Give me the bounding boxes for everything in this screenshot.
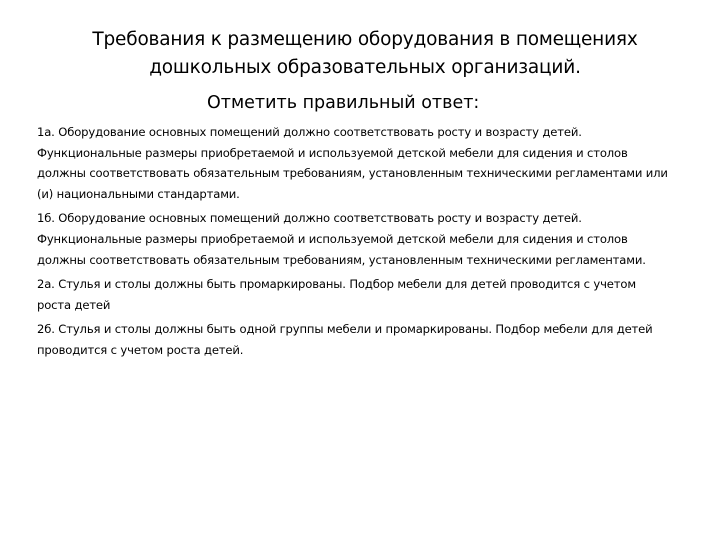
title-line-1: Требования к размещению оборудования в помещениях xyxy=(92,29,638,50)
slide-title xyxy=(40,26,690,82)
answer-option-1a: 1а. Оборудование основных помещений должно соответствовать росту и возрасту детей. Функциональные размеры приобретаемой и используемой детской мебели для сидения и столов должны соответствовать обязательным требованиям, установленным техническими регламентами или (и) национальными стандартами. xyxy=(37,125,668,201)
answer-option-2b: 2б. Стулья и столы должны быть одной группы мебели и промаркированы. Подбор мебели для детей проводится с учетом роста детей. xyxy=(37,322,653,357)
answer-option-2a: 2а. Стулья и столы должны быть промаркированы. Подбор мебели для детей проводится с учетом роста детей xyxy=(37,277,636,312)
answer-list xyxy=(37,122,669,365)
slide-subtitle: Отметить правильный ответ: xyxy=(207,93,480,113)
answer-option-1b: 1б. Оборудование основных помещений должно соответствовать росту и возрасту детей. Функциональные размеры приобретаемой и используемой детской мебели для сидения и столов должны соответствовать обязательным требованиям, установленным техническими регламентами. xyxy=(37,211,646,267)
title-line-2: дошкольных образовательных организаций. xyxy=(149,57,581,78)
